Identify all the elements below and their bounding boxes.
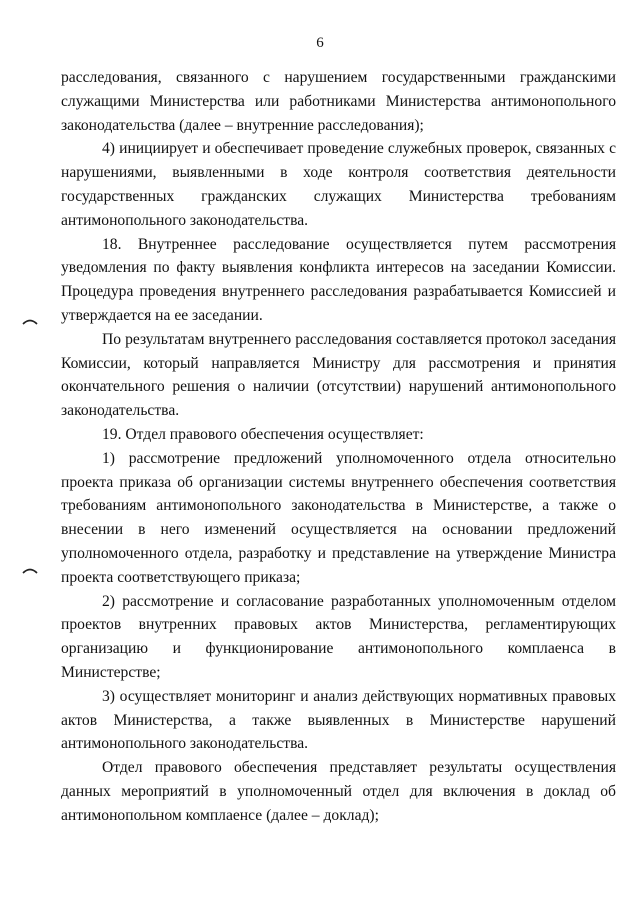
margin-hole-mark-icon xyxy=(22,566,38,574)
margin-hole-mark-icon xyxy=(22,317,38,325)
document-body xyxy=(61,66,616,828)
paragraph: Отдел правового обеспечения представляет результаты осуществления данных мероприятий в уполномоченный отдел для включения в доклад об антимонопольном комплаенсе (далее – доклад); xyxy=(61,759,616,824)
paragraph: 2) рассмотрение и согласование разработанных уполномоченным отделом проектов внутренних правовых актов Министерства, регламентирующих организацию и функционирование антимонопольного комплаенса в Министерстве; xyxy=(61,592,616,681)
page-number: 6 xyxy=(316,35,324,51)
paragraph: 19. Отдел правового обеспечения осуществляет: xyxy=(102,425,424,443)
paragraph: По результатам внутреннего расследования составляется протокол заседания Комиссии, который направляется Министру для рассмотрения и принятия окончательного решения о наличии (отсутствии) нарушений антимонопольного законодательства. xyxy=(61,330,616,420)
paragraph: 18. Внутреннее расследование осуществляется путем рассмотрения уведомления по факту выявления конфликта интересов на заседании Комиссии. Процедура проведения внутреннего расследования разрабатывается Комиссией и утверждается на ее заседании. xyxy=(61,235,616,324)
paragraph: 4) инициирует и обеспечивает проведение служебных проверок, связанных с нарушениями, выявленными в ходе контроля соответствия деятельности государственных гражданских служащих Министерства требованиям антимонопольного законодательства. xyxy=(61,140,616,229)
paragraph: 1) рассмотрение предложений уполномоченного отдела относительно проекта приказа об организации системы внутреннего обеспечения соответствия требованиям антимонопольного законодательства в Министерстве, а также о внесении в него изменений осуществляется на основании предложений уполномоченного отдела, разработку и представление на утверждение Министра проекта соответствующего приказа; xyxy=(61,449,616,586)
paragraph: 3) осуществляет мониторинг и анализ действующих нормативных правовых актов Министерства, а также выявленных в Министерстве нарушений антимонопольного законодательства. xyxy=(61,687,616,753)
paragraph: расследования, связанного с нарушением государственными гражданскими служащими Министерства или работниками Министерства антимонопольного законодательства (далее – внутренние расследования); xyxy=(61,69,616,134)
